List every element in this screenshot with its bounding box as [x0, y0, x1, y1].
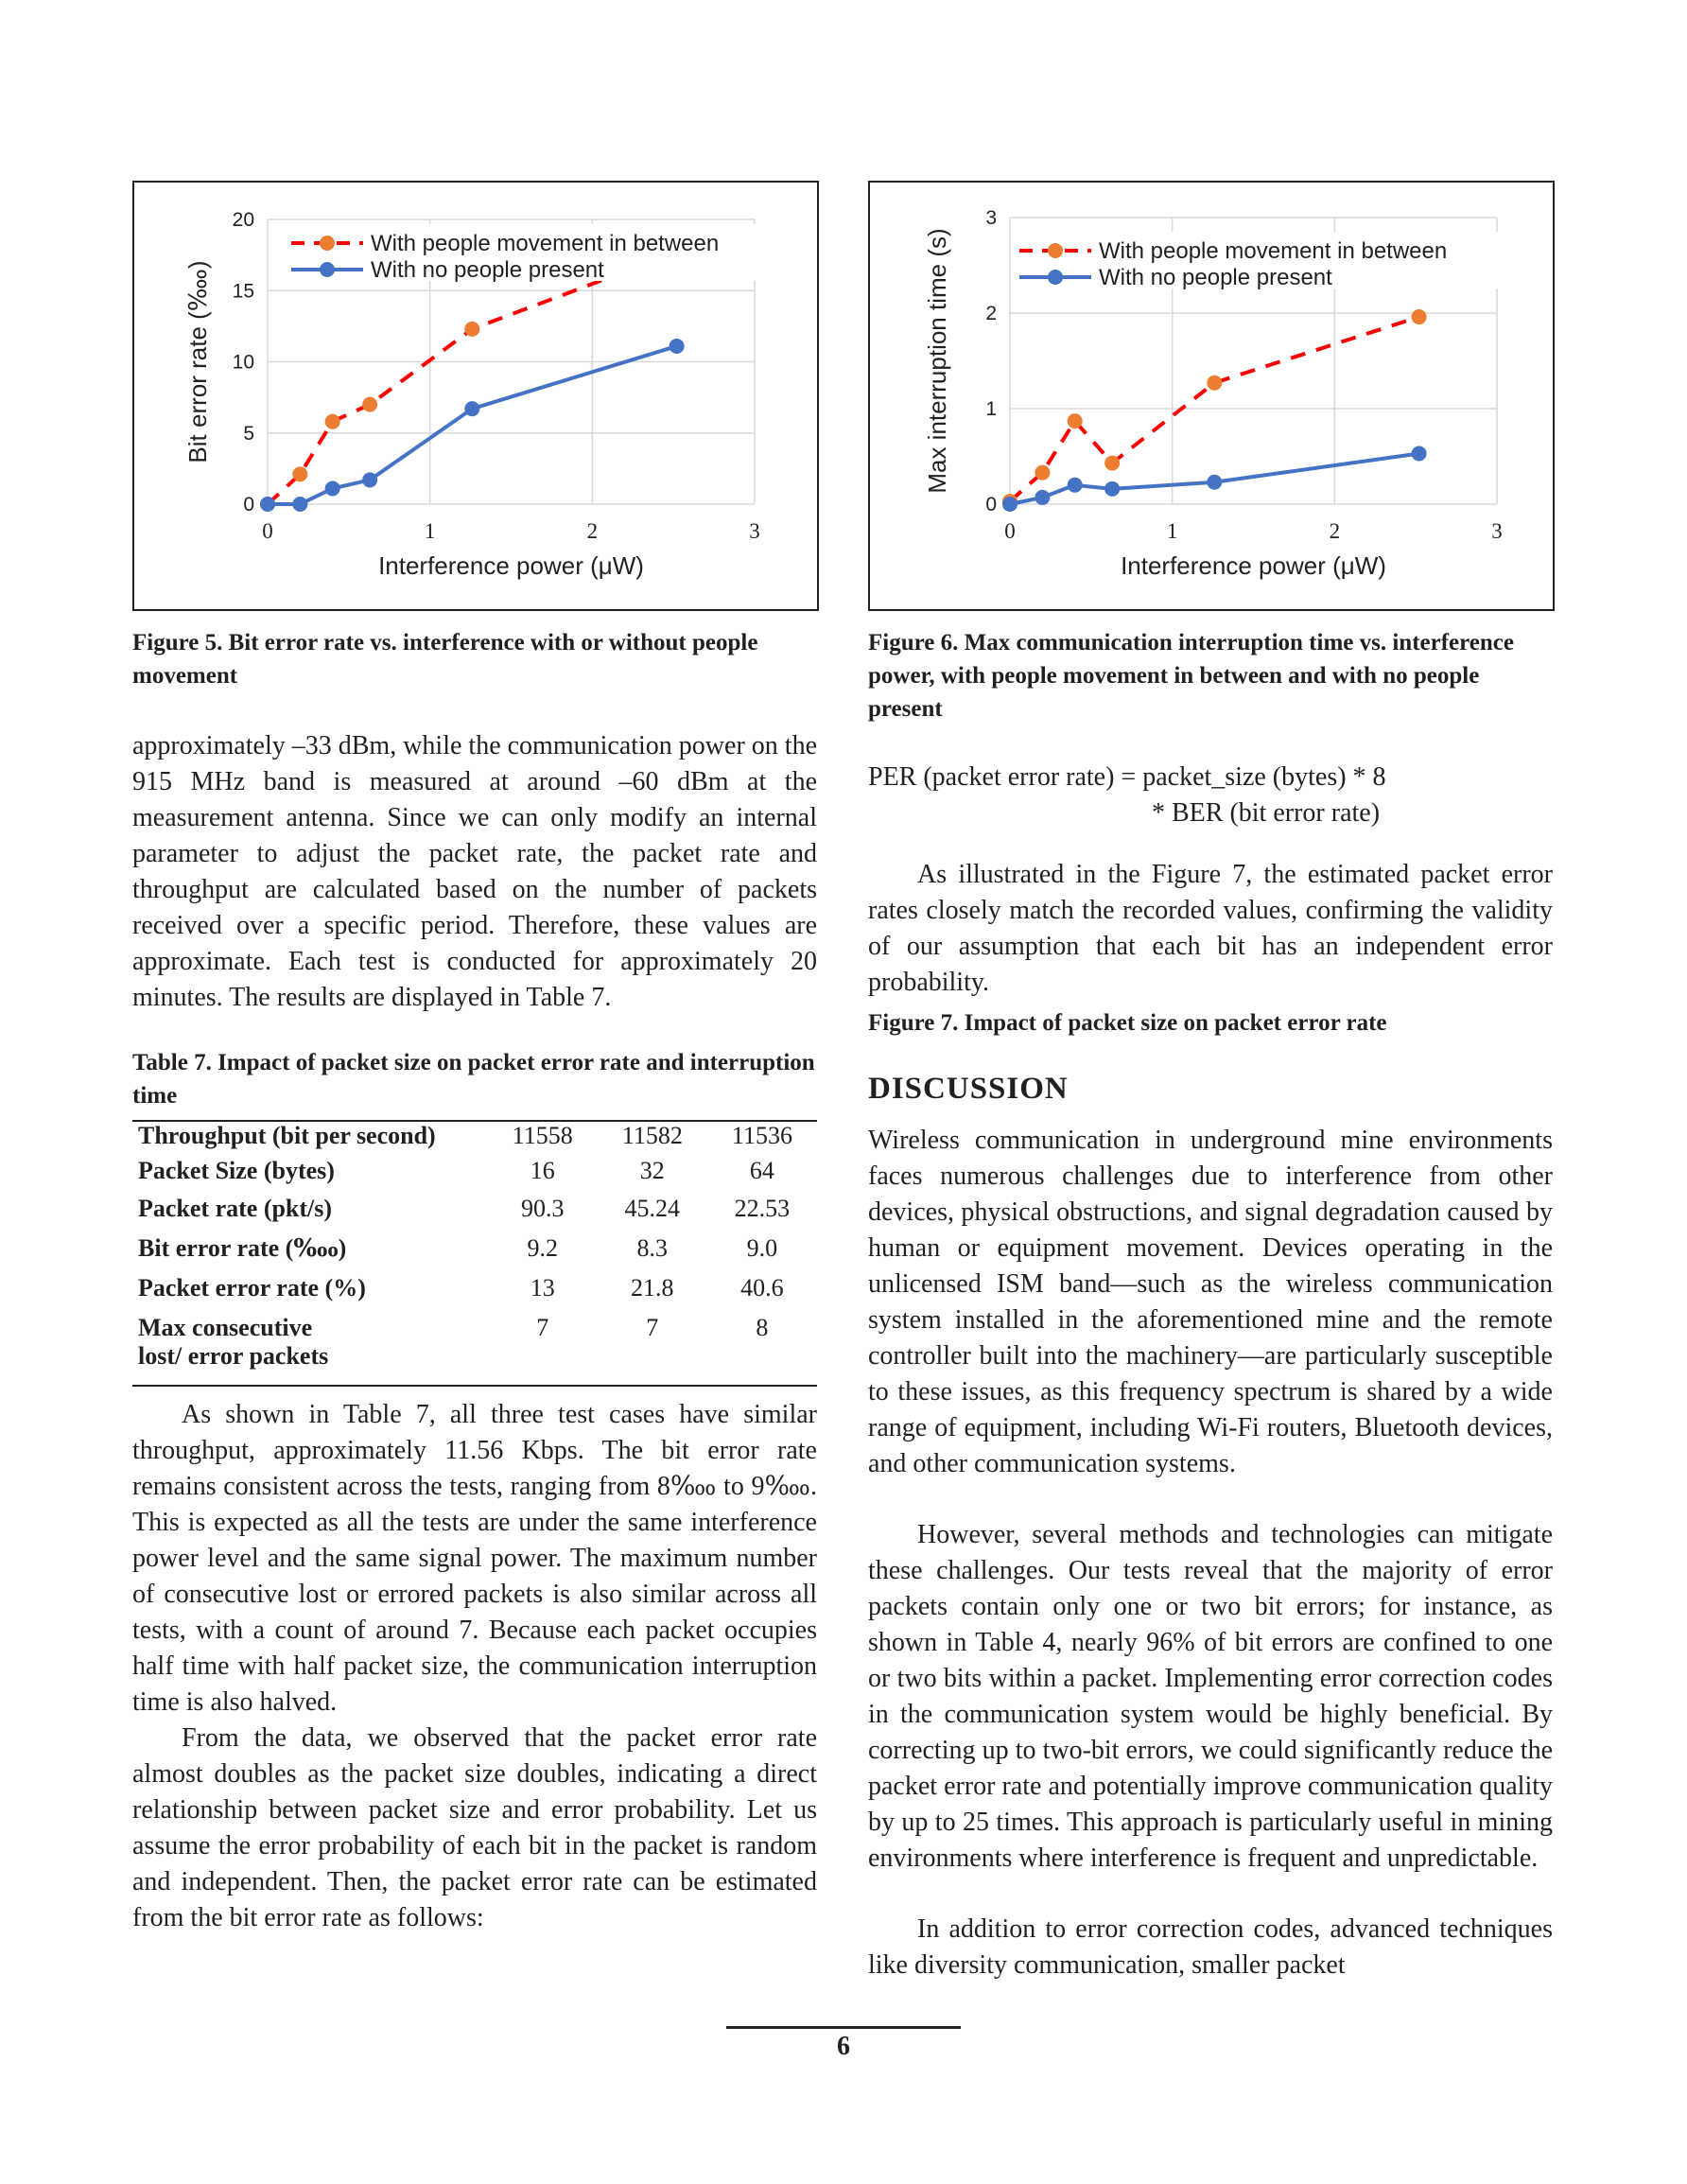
table-cell: 7 — [536, 1314, 549, 1341]
table-row-label: Packet error rate (%) — [138, 1274, 366, 1302]
per-formula-line-2: * BER (bit error rate) — [1152, 798, 1381, 828]
table-cell: 9.2 — [527, 1234, 558, 1262]
x-tick-label: 1 — [424, 519, 436, 543]
figure-7-caption: Figure 7. Impact of packet size on packet error rate — [868, 1010, 1387, 1036]
data-point — [1035, 490, 1050, 505]
figure-5-caption: Figure 5. Bit error rate vs. interference with or without people movement — [132, 630, 758, 689]
table-row-label: Packet rate (pkt/s) — [138, 1195, 333, 1222]
data-point — [325, 480, 340, 496]
series-group — [260, 245, 685, 512]
table-cell: 21.8 — [631, 1274, 674, 1302]
table-header-row — [132, 1121, 817, 1157]
figure-6-caption: Figure 6. Max communication interruption time vs. interference power, with people movement in between and with no people present — [868, 630, 1514, 722]
table-cell: 22.53 — [734, 1195, 791, 1222]
data-point — [464, 322, 479, 337]
data-point — [1104, 481, 1120, 497]
x-tick-label: 0 — [1004, 519, 1016, 543]
data-point — [1035, 465, 1050, 480]
table-cell: 8.3 — [636, 1234, 669, 1262]
table-7 — [132, 1120, 817, 1387]
figure-6-chart — [868, 181, 1555, 611]
figure-5-svg — [134, 183, 817, 609]
table-cell: 9.0 — [746, 1234, 778, 1262]
x-tick-label: 0 — [262, 519, 273, 543]
table-row — [132, 1314, 817, 1386]
y-tick-label: 0 — [985, 494, 997, 515]
body-paragraph: However, several methods and technologies can mitigate these challenges. Our tests reveal that the majority of error packets contain only one or two bit errors; for instance, as shown in Table 4, nearly 96% of bit errors are confined to one or two bits within a packet. Implementing error correction codes in the communication system would be highly beneficial. By correcting up to two-bit errors, we could significantly reduce the packet error rate and potentially improve communication quality by up to 25 times. This approach is particularly useful in mining environments where interference is frequent and unpredictable. — [868, 1520, 1553, 1873]
y-tick-label: 10 — [232, 351, 254, 374]
table-row — [132, 1234, 817, 1274]
data-point — [1412, 309, 1427, 324]
body-paragraph: As illustrated in the Figure 7, the estimated packet error rates closely match the recorded values, confirming the validity of our assumption that each bit has an independent error probability. — [868, 860, 1553, 997]
data-point — [1104, 456, 1120, 471]
figure-6-svg — [870, 183, 1553, 609]
data-point — [1068, 478, 1083, 493]
body-paragraph: Wireless communication in underground mine environments faces numerous challenges due to interference from other devices, physical obstructions, and signal degradation caused by human or equipment movement. Devices operating in the unlicensed ISM band—such as the wireless communication system installed in the aforementioned mine and the remote controller built into the machinery—are particularly susceptible to these issues, as this frequency spectrum is shared by a wide range of equipment, including Wi-Fi routers, Bluetooth devices, and other communication systems. — [868, 1126, 1553, 1478]
table-cell: 13 — [530, 1274, 555, 1302]
footer-rule — [726, 2026, 961, 2029]
data-point — [1207, 475, 1222, 490]
per-formula-line-1: PER (packet error rate) = packet_size (bytes) * 8 — [868, 762, 1386, 792]
x-tick-label: 1 — [1166, 519, 1178, 543]
table-cell: 16 — [530, 1157, 555, 1184]
table-cell: 64 — [749, 1157, 774, 1184]
data-point — [464, 401, 479, 416]
body-paragraph: From the data, we observed that the packet error rate almost doubles as the packet size doubles, indicating a direct relationship between packet size and error probability. Let us assume the error probability of each bit in the packet is random and independent. Then, the packet error rate can be estimated from the bit error rate as follows: — [132, 1723, 817, 1932]
data-point — [292, 466, 307, 481]
legend-marker — [1048, 270, 1063, 285]
legend-label: With no people present — [371, 257, 604, 283]
table-header-label: Throughput (bit per second) — [138, 1122, 436, 1149]
table-cell: 40.6 — [740, 1274, 784, 1302]
y-tick-label: 1 — [985, 398, 997, 420]
legend-marker — [320, 236, 335, 251]
table-cell: 7 — [646, 1314, 659, 1341]
table-row — [132, 1195, 817, 1234]
table-cell: 32 — [639, 1157, 665, 1184]
y-axis-label: Max interruption time (s) — [923, 228, 951, 494]
page-number: 6 — [837, 2032, 850, 2061]
legend-marker — [1048, 243, 1063, 258]
x-tick-label: 3 — [1491, 519, 1503, 543]
table-row-label: Max consecutive lost/ error packets — [138, 1314, 329, 1370]
table-row-label: Packet Size (bytes) — [138, 1157, 335, 1184]
table-row-label: Bit error rate (‱) — [138, 1234, 347, 1262]
x-axis-label: Interference power (μW) — [1121, 551, 1386, 580]
legend — [1014, 232, 1505, 290]
table-cell: 45.24 — [624, 1195, 681, 1222]
table-cell: 90.3 — [520, 1195, 565, 1222]
table-header-cell: 11582 — [621, 1122, 683, 1149]
data-point — [1002, 497, 1017, 512]
x-tick-label: 2 — [586, 519, 599, 543]
section-heading-discussion: DISCUSSION — [868, 1072, 1069, 1106]
table-row — [132, 1274, 817, 1314]
figure-5-chart — [132, 181, 819, 611]
y-tick-label: 2 — [985, 303, 997, 324]
legend — [286, 224, 777, 283]
data-point — [1207, 376, 1222, 391]
body-paragraph: As shown in Table 7, all three test cases have similar throughput, approximately 11.56 Kbps. The bit error rate remains consistent across the tests, ranging from 8‱ to 9‱. This is expected as all the tests are under the same interference power level and the same signal power. The maximum number of consecutive lost or errored packets is also similar across all tests, with a count of around 7. Because each packet occupies half time with half packet size, the communication interruption time is also halved. — [132, 1400, 817, 1717]
data-point — [292, 497, 307, 512]
data-point — [670, 339, 685, 354]
x-tick-label: 2 — [1329, 519, 1341, 543]
series-group — [1002, 309, 1427, 512]
y-axis-label: Bit error rate (‱) — [183, 260, 212, 463]
table-7-caption: Table 7. Impact of packet size on packet error rate and interruption time — [132, 1050, 815, 1109]
y-tick-label: 15 — [232, 280, 254, 303]
x-axis-label: Interference power (μW) — [378, 551, 644, 580]
data-point — [325, 414, 340, 429]
x-tick-label: 3 — [749, 519, 760, 543]
y-tick-label: 3 — [985, 207, 997, 229]
data-point — [362, 472, 377, 487]
table-header-cell: 11536 — [731, 1122, 792, 1149]
y-tick-label: 0 — [243, 494, 254, 515]
data-point — [1068, 413, 1083, 428]
table-header-cell: 11558 — [512, 1122, 573, 1149]
legend-label: With no people present — [1099, 265, 1332, 290]
y-tick-label: 5 — [243, 422, 254, 445]
table-cell: 8 — [756, 1314, 769, 1341]
y-tick-label: 20 — [232, 209, 254, 231]
legend-marker — [320, 262, 335, 277]
table-row — [132, 1157, 817, 1195]
body-paragraph: approximately –33 dBm, while the communication power on the 915 MHz band is measured at around –60 dBm at the measurement antenna. Since we can only modify an internal parameter to adjust the packet rate, the packet rate and throughput are calculated based on the number of packets received over a specific period. Therefore, these values are approximate. Each test is conducted for approximately 20 minutes. The results are displayed in Table 7. — [132, 731, 817, 1012]
legend-label: With people movement in between — [1099, 238, 1448, 264]
data-point — [362, 397, 377, 412]
data-point — [1412, 446, 1427, 461]
legend-label: With people movement in between — [371, 231, 720, 256]
body-paragraph: In addition to error correction codes, advanced techniques like diversity communication, smaller packet — [868, 1914, 1553, 1980]
data-point — [260, 497, 275, 512]
